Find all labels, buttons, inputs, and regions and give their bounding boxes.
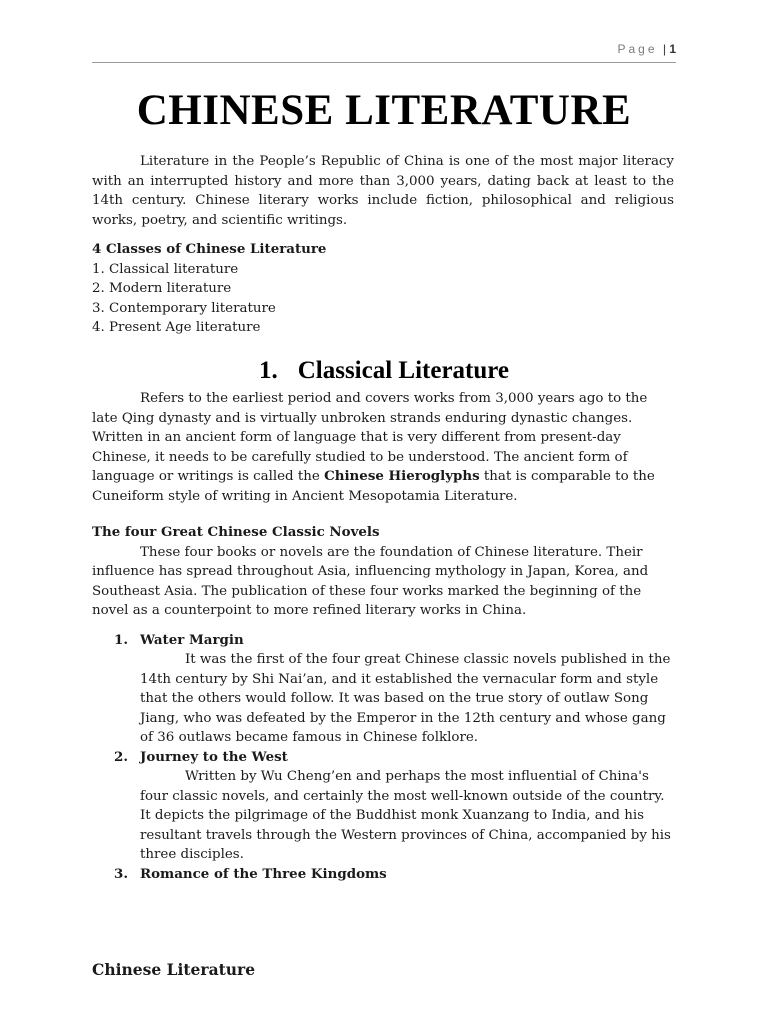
novel-item: [92, 631, 674, 748]
list-item: 3. Contemporary literature: [92, 300, 276, 316]
classical-text-a: Refers to the earliest period and covers works from 3,000 years ago to the late Qing dynasty and is virtually unbroken strands enduring dynastic changes. Written in an ancient form of language that is very different from present-day Chinese, it needs to be carefully studied to be understood. The ancient form of language or writings is called the: [92, 391, 648, 484]
classical-paragraph: [92, 389, 674, 506]
page-number-header: [617, 42, 676, 56]
section-heading: [0, 357, 768, 385]
novel-title: Water Margin: [140, 631, 244, 648]
header-rule: [92, 62, 676, 63]
novels-section: [92, 523, 674, 884]
novel-title: Romance of the Three Kingdoms: [140, 865, 387, 882]
classical-section: [92, 389, 674, 506]
section-title: Classical Literature: [297, 357, 510, 384]
list-item: 1. Classical literature: [92, 261, 239, 277]
novel-title: Journey to the West: [140, 748, 288, 765]
novel-number: 3.: [114, 865, 128, 882]
section-number: 1.: [258, 357, 278, 384]
list-item: 2. Modern literature: [92, 281, 232, 296]
page-label: Page: [617, 42, 658, 56]
page-number: 1: [669, 42, 676, 56]
novels-heading: The four Great Chinese Classic Novels: [92, 524, 380, 540]
novel-item: [92, 865, 674, 885]
novel-description: Written by Wu Cheng’en and perhaps the most influential of China's four classic novels, and certainly the most well-known outside of the country. It depicts the pilgrimage of the Buddhist monk Xuanzang to India, and his resultant travels through the Western provinces of China, accompanied by his three disciples.: [140, 769, 671, 862]
novel-description: It was the first of the four great Chinese classic novels published in the 14th century by Shi Nai’an, and it established the vernacular form and style that the others would follow. It was based on the true story of outlaw Song Jiang, who was defeated by the Emperor in the 12th century and whose gang of 36 outlaws became famous in Chinese folklore.: [140, 652, 671, 745]
novel-number: 1.: [114, 631, 128, 648]
page-separator: |: [659, 42, 670, 56]
classical-text-b: that is comparable to the Cuneiform style of writing in Ancient Mesopotamia Literature.: [92, 469, 655, 504]
classes-list: [92, 260, 674, 338]
intro-paragraph: Literature in the People’s Republic of China is one of the most major literacy with an interrupted history and more than 3,000 years, dating back at least to the 14th century. Chinese literary works include fiction, philosophical and religious works, poetry, and scientific writings.: [92, 154, 674, 228]
chinese-hieroglyphs-term: Chinese Hieroglyphs: [324, 468, 480, 484]
novel-item: [92, 748, 674, 865]
classes-section: [92, 240, 674, 338]
document-title: CHINESE LITERATURE: [136, 87, 632, 134]
novel-number: 2.: [114, 748, 128, 765]
footer-title: Chinese Literature: [92, 960, 256, 979]
list-item: 4. Present Age literature: [92, 320, 261, 335]
intro-section: [92, 152, 674, 230]
novels-intro: These four books or novels are the foundation of Chinese literature. Their influence has spread throughout Asia, influencing mythology in Japan, Korea, and Southeast Asia. The publication of these four works marked the beginning of the novel as a counterpoint to more refined literary works in China.: [92, 544, 649, 618]
classes-heading: 4 Classes of Chinese Literature: [92, 241, 327, 257]
